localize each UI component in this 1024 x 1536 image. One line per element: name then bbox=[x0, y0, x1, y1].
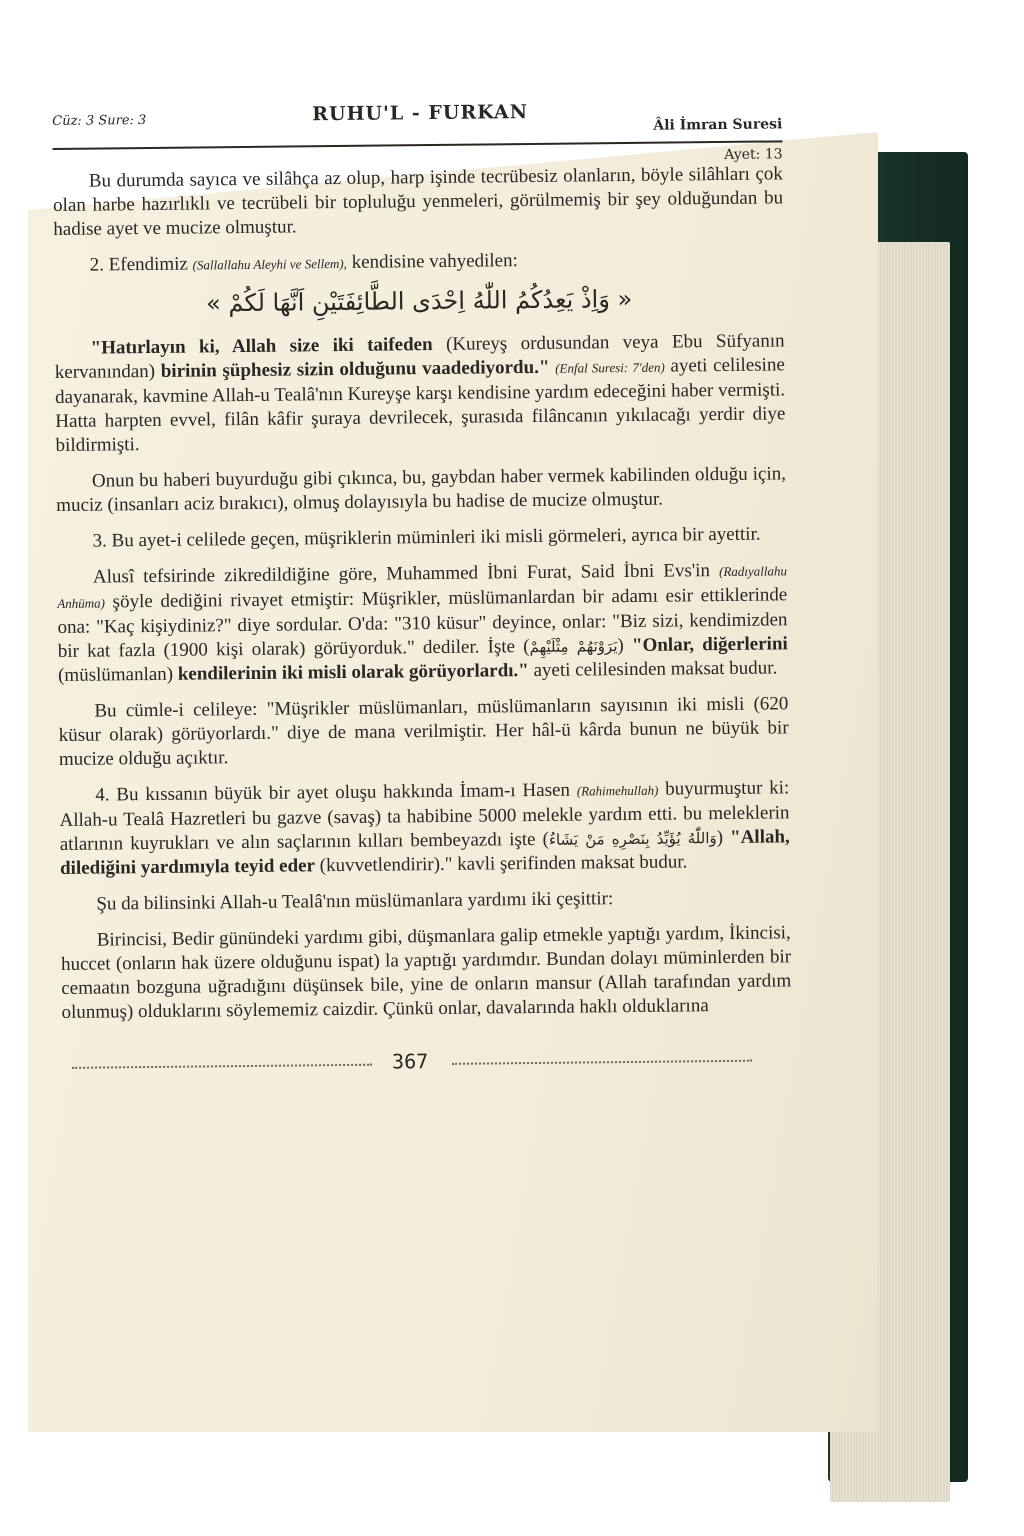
p6-bold-f: kendilerinin iki misli olarak görüyorlardı." bbox=[177, 660, 529, 685]
p8-bold-d: "Allah, dilediğini yardımıyla teyid eder bbox=[59, 826, 790, 879]
running-header bbox=[52, 92, 782, 150]
p8-arabic: وَاللّٰهُ يُؤَيِّدُ بِنَصْرِهِ مَنْ يَشَاءُ bbox=[548, 829, 717, 849]
p2-text-b: kendisine vahyedilen: bbox=[351, 250, 518, 273]
p6-text-g: ayeti celilesinden maksat budur. bbox=[533, 657, 778, 681]
p8-text-c: ) bbox=[716, 827, 724, 849]
p3-text-d: ayeti celilesine dayanarak, kavmine Allah-u Tealâ'nın Kureyşe karşı kendisine yardım edeceğini haber vermişti. Hatta harpten evvel, filân kâfir şuraya devrilecek, şurasıda filâncanın yıkılacağı yerdir diye bildirmişti. bbox=[55, 354, 786, 456]
p3-text-b: (Kureyş ordusundan veya Ebu Süfyanın kervanından) bbox=[54, 330, 785, 383]
paragraph-5: 3. Bu ayet-i celilede geçen, müşriklerin müminleri iki misli görmeleri, ayrıca bir ayettir. bbox=[92, 523, 761, 552]
p3-bold-c: birinin şüphesiz sizin olduğunu vaadediyordu." bbox=[160, 356, 550, 382]
paragraph-8 bbox=[59, 776, 790, 881]
p3-reference: (Enfal Suresi: 7'den) bbox=[555, 359, 665, 376]
paragraph-9: Şu da bilinsinki Allah-u Tealâ'nın müslümanlara yardımı iki çeşittir: bbox=[96, 888, 614, 915]
p8-text-f: kavli şerifinden maksat budur. bbox=[457, 851, 688, 875]
p6-arabic: يَرَوْنَهُمْ مِثْلَيْهِمْ bbox=[529, 637, 618, 657]
header-surah: Âli İmran Suresi bbox=[653, 116, 783, 134]
p2-salawat: (Sallallahu Aleyhi ve Sellem), bbox=[192, 255, 347, 273]
p8-text-a: 4. Bu kıssanın büyük bir ayet oluşu hakkında İmam-ı Hasen bbox=[95, 779, 571, 806]
p6-text-e: (müslümanlan) bbox=[57, 663, 174, 686]
paragraph-3 bbox=[54, 329, 785, 458]
paragraph-7: Bu cümle-i celileye: "Müşrikler müslümanları, müslümanların sayısının iki misli (620 küsur olarak) görüyorlardı." diye de mana verilmiştir. Her hâl-ü kârda bunun ne büyük bir mucize olduğu açıktır. bbox=[58, 693, 789, 770]
paragraph-1: Bu durumda sayıca ve silâhça az olup, harp işinde tecrübesiz olanların, böyle silâhları çok olan harbe hazırlıklı ve tecrübeli bir topluluğu yenmeleri, görülmemiş bir şey olduğundan bu hadise ayet ve mucize olmuştur. bbox=[52, 163, 784, 240]
p6-bold-d: "Onlar, diğerlerini bbox=[631, 633, 788, 656]
header-ayet: Ayet: 13 bbox=[724, 146, 783, 163]
page-number: 367 bbox=[391, 1049, 429, 1074]
p6-text-a: Alusî tefsirinde zikredildiğine göre, Muhammed İbni Furat, Said İbni Evs'in bbox=[92, 560, 711, 588]
p6-reference: (Radıyallahu Anhüma) bbox=[57, 563, 788, 611]
footer-dots-right bbox=[452, 1060, 752, 1065]
p2-text-a: 2. Efendimiz bbox=[89, 253, 188, 276]
paragraph-2 bbox=[54, 246, 784, 279]
header-title: RUHU'L - FURKAN bbox=[312, 101, 529, 126]
paragraph-6 bbox=[57, 558, 788, 688]
p6-text-c: ) bbox=[617, 635, 624, 657]
paragraph-10: Birincisi, Bedir günündeki yardımı gibi, düşmanlara galip etmekle yaptığı yardım, İkincisi, huccet (onların hak üzere olduğunu ispat) la yaptığı yardımdır. Bundan dolayı müminlerden bir cemaatın bozguna uğradığını düşünsek bile, yine de onların mansur (Allah tarafından yardım olunmuş) olduklarını söylememiz caizdir. Çünkü onlar, davalarında haklı olduklarına bbox=[60, 922, 792, 1023]
arabic-verse: « وَاِذْ يَعِدُكُمُ اللّٰهُ اِحْدَى الطَّائِفَتَيْنِ اَنَّهَا لَكُمْ » bbox=[205, 284, 633, 318]
footer-dots-left bbox=[72, 1064, 372, 1069]
page-content bbox=[52, 92, 792, 1081]
p8-reference: (Rahimehullah) bbox=[576, 782, 659, 799]
header-juz-sure: Cüz: 3 Sure: 3 bbox=[52, 113, 147, 129]
p3-bold-a: "Hatırlayın ki, Allah size iki taifeden bbox=[90, 334, 433, 359]
paragraph-4: Onun bu haberi buyurduğu gibi çıkınca, bu, gaybdan haber vermek kabilinden olduğu için, muciz (insanları aciz bırakıcı), olmuş dolayısıyla bu hadise de mucize olmuştur. bbox=[56, 463, 787, 516]
p8-text-b: buyurmuştur ki: Allah-u Tealâ Hazretleri bu gazve (savaş) ta habibine 5000 melekle yardım etti. bu meleklerin atlarının kuyrukları ve alın saçlarının kılları bembeyazdı işte ( bbox=[59, 777, 790, 855]
p6-text-b: şöyle dediğini rivayet etmiştir: Müşrikler, müslümanlardan bir adamı esir ettiklerinde ona: "Kaç kişiydiniz?" diye sordular. O'da: "310 küsur" deyince, onlar: "Biz sizi, kendimizden bir kat fazla (1900 kişi olarak) görüyorduk." dediler. İşte ( bbox=[57, 584, 788, 662]
p8-text-e: (kuvvetlendirir)." bbox=[319, 853, 453, 877]
